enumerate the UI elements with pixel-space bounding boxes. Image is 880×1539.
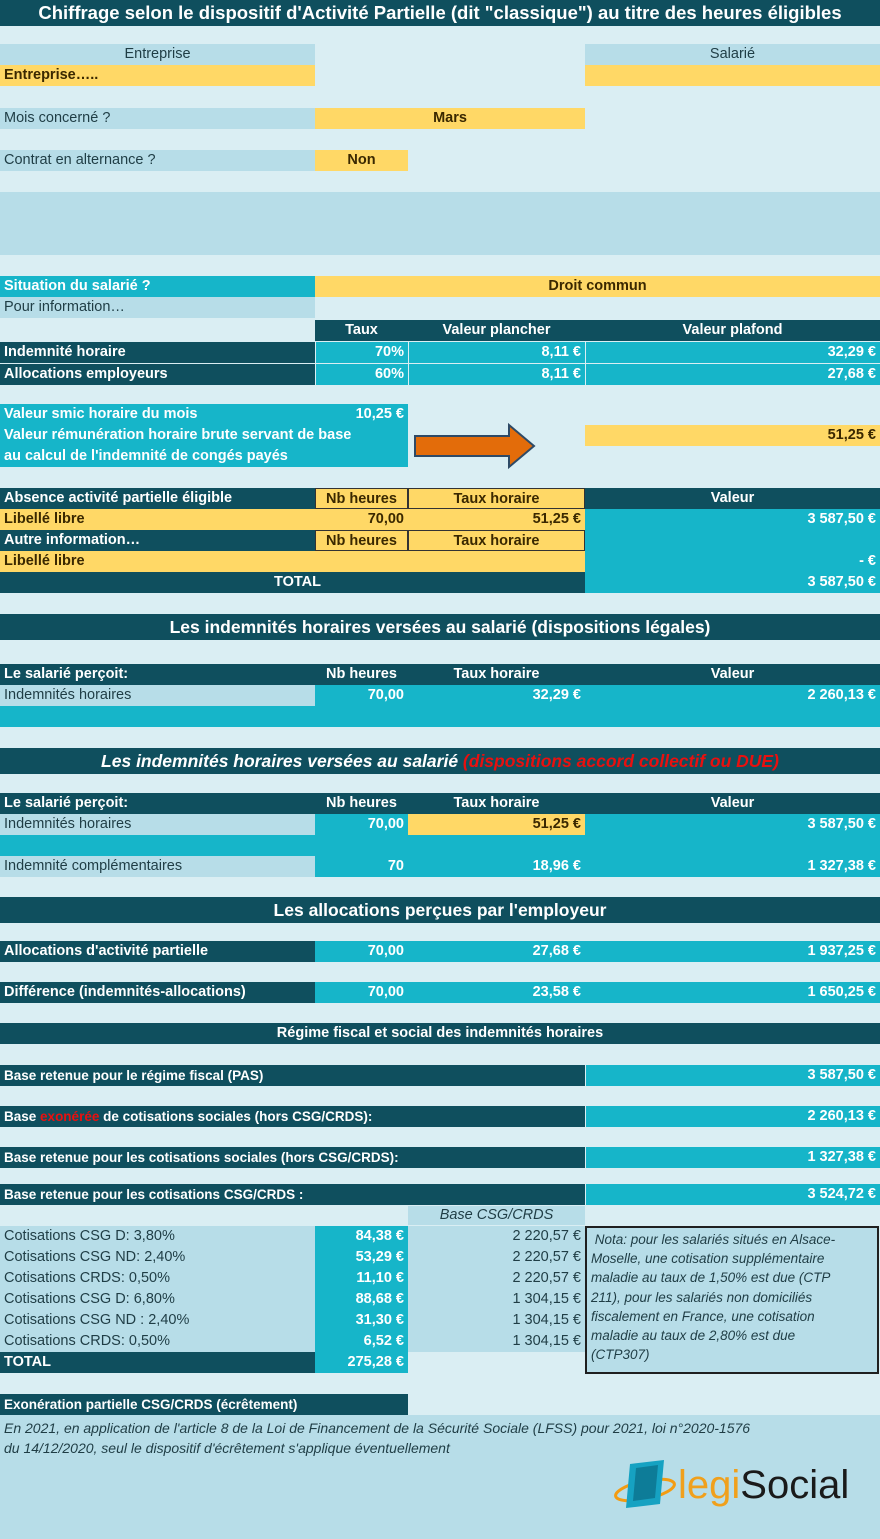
info-label: Pour information… xyxy=(0,297,315,318)
difference-taux: 23,58 € xyxy=(408,982,585,1003)
allocations-taux: 60% xyxy=(316,364,408,385)
legal-taux-header: Taux horaire xyxy=(408,664,585,685)
situation-select[interactable]: Droit commun xyxy=(315,276,880,297)
absence-total-label: TOTAL xyxy=(0,572,323,593)
accord-valeur-header: Valeur xyxy=(585,793,880,814)
allocations-employeurs-label: Allocations employeurs xyxy=(0,364,315,385)
accord-title-main: Les indemnités horaires versées au salarié xyxy=(101,751,459,771)
difference-heures: 70,00 xyxy=(315,982,408,1003)
remun-label-2: au calcul de l'indemnité de congés payés xyxy=(0,446,408,467)
salarie-header: Salarié xyxy=(585,44,880,65)
cotis-row-base: 1 304,15 € xyxy=(408,1331,585,1352)
autre-input-area[interactable] xyxy=(315,551,585,572)
accord-row1-heures: 70,00 xyxy=(315,814,408,835)
legal-head-label: Le salarié perçoit: xyxy=(0,664,315,685)
accord-taux-header: Taux horaire xyxy=(408,793,585,814)
cotis-row-amount: 6,52 € xyxy=(315,1331,408,1352)
accord-head-label: Le salarié perçoit: xyxy=(0,793,315,814)
exoneree-red: exonérée xyxy=(40,1109,100,1124)
salarie-input[interactable] xyxy=(585,65,880,86)
entreprise-input[interactable]: Entreprise….. xyxy=(0,65,315,86)
legal-row-heures: 70,00 xyxy=(315,685,408,706)
accord-title-red: (dispositions accord collectif ou DUE) xyxy=(462,751,779,771)
cotis-row-amount: 88,68 € xyxy=(315,1289,408,1310)
cotis-row-base: 2 220,57 € xyxy=(408,1268,585,1289)
autre-taux-header: Taux horaire xyxy=(408,530,585,551)
smic-value: 10,25 € xyxy=(330,404,408,425)
exoneration-label: Exonération partielle CSG/CRDS (écrêtement) xyxy=(0,1394,408,1415)
legal-row-label: Indemnités horaires xyxy=(0,685,315,706)
mois-label: Mois concerné ? xyxy=(0,108,315,129)
nota-box xyxy=(585,1226,879,1374)
csg-value: 3 524,72 € xyxy=(586,1184,880,1205)
plancher-header: Valeur plancher xyxy=(408,320,585,341)
cotis-total-value: 275,28 € xyxy=(315,1352,408,1373)
absence-total-value: 3 587,50 € xyxy=(585,572,880,593)
pas-value: 3 587,50 € xyxy=(586,1065,880,1086)
absence-total-spacer xyxy=(323,572,585,593)
allocations-plancher: 8,11 € xyxy=(409,364,585,385)
exoneree-value: 2 260,13 € xyxy=(586,1106,880,1127)
accord-row1-label: Indemnités horaires xyxy=(0,814,315,835)
legisocial-logo-icon xyxy=(612,1458,678,1514)
legal-row-taux: 32,29 € xyxy=(408,685,585,706)
autre-heures-header: Nb heures xyxy=(315,530,408,551)
difference-valeur: 1 650,25 € xyxy=(585,982,880,1003)
allocations-plafond: 27,68 € xyxy=(586,364,880,385)
nota-line: fiscalement en France, une cotisation xyxy=(591,1308,815,1324)
accord-row2-valeur: 1 327,38 € xyxy=(585,856,880,877)
logo-text-legi: legi xyxy=(678,1463,741,1507)
libelle-libre-1[interactable]: Libellé libre xyxy=(0,509,315,530)
remun-value: 51,25 € xyxy=(585,425,880,446)
absence-heures-input[interactable]: 70,00 xyxy=(315,509,408,530)
remun-label-1: Valeur rémunération horaire brute servant de base xyxy=(0,425,408,446)
cotis-row-label: Cotisations CSG D: 3,80% xyxy=(0,1226,315,1247)
regime-title: Régime fiscal et social des indemnités horaires xyxy=(0,1023,880,1044)
exoneree-post: de cotisations sociales (hors CSG/CRDS): xyxy=(103,1109,373,1124)
allocations-title: Les allocations perçues par l'employeur xyxy=(0,897,880,923)
allocations-row1-valeur: 1 937,25 € xyxy=(585,941,880,962)
exoneration-text-1: En 2021, en application de l'article 8 de la Loi de Financement de la Sécurité Sociale (LFSS) pour 2021, loi n°2020-1576 xyxy=(4,1420,751,1436)
cotis-row-base: 1 304,15 € xyxy=(408,1310,585,1331)
cotis-value: 1 327,38 € xyxy=(586,1147,880,1168)
cotis-row-base: 1 304,15 € xyxy=(408,1289,585,1310)
taux-header: Taux xyxy=(315,320,408,341)
arrow-right-icon xyxy=(413,422,537,470)
cotis-total-label: TOTAL xyxy=(0,1352,315,1373)
cotis-row-amount: 53,29 € xyxy=(315,1247,408,1268)
autre-info-label: Autre information… xyxy=(0,530,315,551)
indemnite-taux: 70% xyxy=(316,342,408,363)
accord-heures-header: Nb heures xyxy=(315,793,408,814)
allocations-row1-label: Allocations d'activité partielle xyxy=(0,941,315,962)
cotis-row-label: Cotisations CRDS: 0,50% xyxy=(0,1331,315,1352)
indemnite-plafond: 32,29 € xyxy=(586,342,880,363)
exoneration-text-2: du 14/12/2020, seul le dispositif d'écrêtement s'applique éventuellement xyxy=(4,1440,450,1456)
indemnite-plancher: 8,11 € xyxy=(409,342,585,363)
blank-area xyxy=(0,192,880,255)
legal-valeur-header: Valeur xyxy=(585,664,880,685)
cotis-row-amount: 31,30 € xyxy=(315,1310,408,1331)
legal-title: Les indemnités horaires versées au salarié (dispositions légales) xyxy=(0,614,880,640)
accord-row2-heures: 70 xyxy=(315,856,408,877)
plafond-header: Valeur plafond xyxy=(585,320,880,341)
nota-line: 211), pour les salariés non domiciliés xyxy=(591,1289,813,1305)
exoneree-pre: Base xyxy=(4,1109,37,1124)
cotis-row-base: 2 220,57 € xyxy=(408,1247,585,1268)
cotis-row-base: 2 220,57 € xyxy=(408,1226,585,1247)
legal-row-valeur: 2 260,13 € xyxy=(585,685,880,706)
mois-select[interactable]: Mars xyxy=(315,108,585,129)
entreprise-header: Entreprise xyxy=(0,44,315,65)
indemnite-horaire-label: Indemnité horaire xyxy=(0,342,315,363)
pas-label: Base retenue pour le régime fiscal (PAS) xyxy=(0,1065,585,1086)
csg-label: Base retenue pour les cotisations CSG/CRDS : xyxy=(0,1184,585,1205)
absence-valeur-1: 3 587,50 € xyxy=(585,509,880,530)
nota-line: (CTP307) xyxy=(591,1347,650,1363)
accord-title xyxy=(0,748,880,774)
page-title: Chiffrage selon le dispositif d'Activité Partielle (dit "classique") au titre des heures éligibles xyxy=(0,0,880,26)
cotis-row-amount: 84,38 € xyxy=(315,1226,408,1247)
alternance-label: Contrat en alternance ? xyxy=(0,150,315,171)
absence-valeur-2: - € xyxy=(585,551,880,572)
cotis-row-amount: 11,10 € xyxy=(315,1268,408,1289)
allocations-row1-taux: 27,68 € xyxy=(408,941,585,962)
cotis-row-label: Cotisations CRDS: 0,50% xyxy=(0,1268,315,1289)
absence-valeur-header: Valeur xyxy=(585,488,880,509)
cotis-row-label: Cotisations CSG D: 6,80% xyxy=(0,1289,315,1310)
logo-text xyxy=(678,1462,849,1508)
difference-label: Différence (indemnités-allocations) xyxy=(0,982,315,1003)
nota-line: maladie au taux de 1,50% est due (CTP xyxy=(591,1270,831,1286)
cotis-row-label: Cotisations CSG ND: 2,40% xyxy=(0,1247,315,1268)
allocations-row1-heures: 70,00 xyxy=(315,941,408,962)
absence-taux-input[interactable]: 51,25 € xyxy=(408,509,585,530)
base-csg-header: Base CSG/CRDS xyxy=(408,1206,585,1225)
nota-line: maladie au taux de 2,80% est due xyxy=(591,1328,796,1344)
absence-heures-header: Nb heures xyxy=(315,488,408,509)
legisocial-logo xyxy=(612,1458,874,1514)
nota-line: Moselle, une cotisation supplémentaire xyxy=(591,1251,825,1267)
accord-row2-taux: 18,96 € xyxy=(408,856,585,877)
nota-line: Nota: pour les salariés situés en Alsace- xyxy=(591,1232,836,1247)
logo-text-social: Social xyxy=(740,1463,850,1507)
libelle-libre-2[interactable]: Libellé libre xyxy=(0,551,315,572)
smic-label: Valeur smic horaire du mois xyxy=(0,404,330,425)
cotis-row-label: Cotisations CSG ND : 2,40% xyxy=(0,1310,315,1331)
absence-label: Absence activité partielle éligible xyxy=(0,488,315,509)
legal-heures-header: Nb heures xyxy=(315,664,408,685)
accord-row1-valeur: 3 587,50 € xyxy=(585,814,880,835)
situation-label: Situation du salarié ? xyxy=(0,276,315,297)
cotis-label: Base retenue pour les cotisations sociales (hors CSG/CRDS): xyxy=(0,1147,585,1168)
accord-row2-label: Indemnité complémentaires xyxy=(0,856,315,877)
accord-row1-taux-input[interactable]: 51,25 € xyxy=(408,814,585,835)
absence-taux-header: Taux horaire xyxy=(408,488,585,509)
alternance-select[interactable]: Non xyxy=(315,150,408,171)
exoneree-label xyxy=(0,1106,585,1127)
